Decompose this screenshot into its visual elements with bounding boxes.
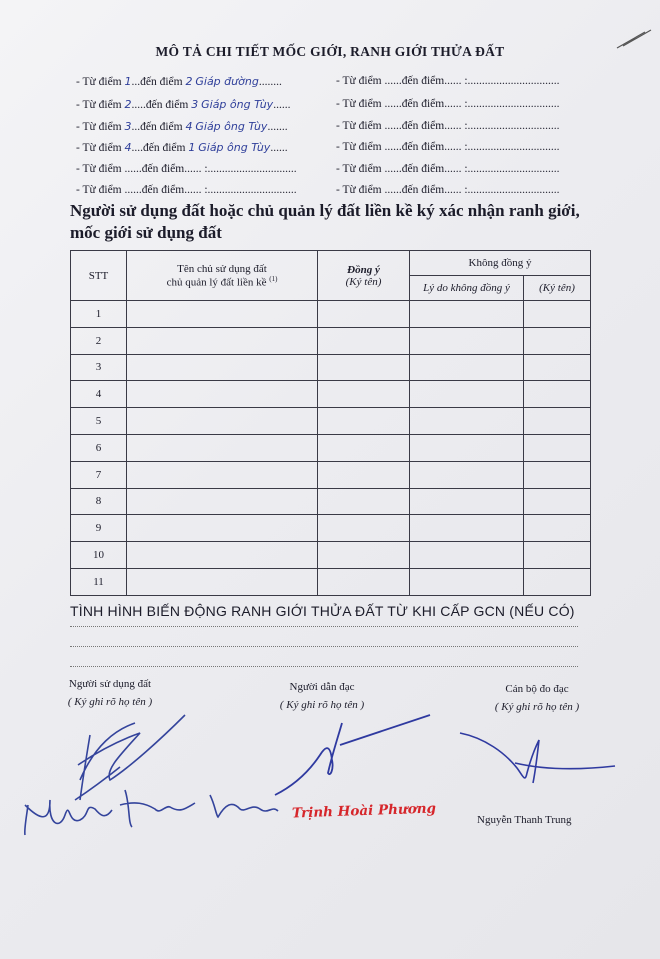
col-header-sign: (Ký tên) bbox=[524, 276, 591, 301]
row-number: 3 bbox=[71, 354, 127, 381]
col-header-owner-line1: Tên chủ sử dụng đất bbox=[177, 262, 267, 275]
table-row bbox=[71, 354, 591, 381]
agree-cell[interactable] bbox=[318, 515, 410, 542]
dotted-line bbox=[70, 626, 578, 627]
owner-cell[interactable] bbox=[127, 327, 318, 354]
sign-cell[interactable] bbox=[524, 408, 591, 435]
heading-line-2: mốc giới sử dụng đất bbox=[70, 223, 222, 242]
boundary-line-left: - Từ điểm ......đến điểm...... :............................... bbox=[76, 163, 297, 175]
table-row bbox=[71, 542, 591, 569]
land-user-signature bbox=[20, 705, 280, 855]
reason-cell[interactable] bbox=[410, 354, 524, 381]
table-row bbox=[71, 381, 591, 408]
reason-cell[interactable] bbox=[410, 301, 524, 328]
owner-cell[interactable] bbox=[127, 568, 318, 595]
col-header-agree-label: Đồng ý bbox=[347, 263, 380, 276]
row-number: 9 bbox=[71, 515, 127, 542]
boundary-line-left: - Từ điểm ......đến điểm...... :............................... bbox=[76, 184, 297, 196]
owner-cell[interactable] bbox=[127, 354, 318, 381]
sign-cell[interactable] bbox=[524, 542, 591, 569]
sign-cell[interactable] bbox=[524, 488, 591, 515]
agree-cell[interactable] bbox=[318, 461, 410, 488]
surveyor-name: Nguyễn Thanh Trung bbox=[477, 814, 572, 826]
surveyor-signature bbox=[455, 728, 625, 798]
sign-cell[interactable] bbox=[524, 461, 591, 488]
agree-cell[interactable] bbox=[318, 327, 410, 354]
col-header-agree-sub: (Ký tên) bbox=[345, 275, 382, 288]
heading-line-1: Người sử dụng đất hoặc chủ quản lý đất liền kề ký xác nhận ranh giới, bbox=[70, 201, 580, 220]
col-header-agree bbox=[318, 251, 410, 301]
boundary-line-left: - Từ điểm 2.....đến điểm 3 Giáp ông Tùy...... bbox=[76, 98, 291, 111]
reason-cell[interactable] bbox=[410, 408, 524, 435]
sign-cell[interactable] bbox=[524, 568, 591, 595]
col-header-stt: STT bbox=[71, 251, 127, 301]
owner-cell[interactable] bbox=[127, 488, 318, 515]
guide-name-stamp: Trịnh Hoài Phương bbox=[291, 800, 437, 822]
form-title: MÔ TẢ CHI TIẾT MỐC GIỚI, RANH GIỚI THỬA ĐẤT bbox=[155, 44, 505, 59]
agree-cell[interactable] bbox=[318, 542, 410, 569]
table-row bbox=[71, 408, 591, 435]
owner-cell[interactable] bbox=[127, 515, 318, 542]
guide-signature bbox=[270, 715, 440, 805]
reason-cell[interactable] bbox=[410, 488, 524, 515]
owner-cell[interactable] bbox=[127, 542, 318, 569]
sign-cell[interactable] bbox=[524, 515, 591, 542]
boundary-line-right: - Từ điểm ......đến điểm...... :................................ bbox=[336, 98, 560, 110]
reason-cell[interactable] bbox=[410, 461, 524, 488]
agree-cell[interactable] bbox=[318, 408, 410, 435]
row-number: 1 bbox=[71, 301, 127, 328]
row-number: 10 bbox=[71, 542, 127, 569]
reason-cell[interactable] bbox=[410, 542, 524, 569]
boundary-line-right: - Từ điểm ......đến điểm...... :................................ bbox=[336, 184, 560, 196]
boundary-line-right: - Từ điểm ......đến điểm...... :................................ bbox=[336, 141, 560, 153]
neighbor-confirmation-heading bbox=[70, 200, 630, 244]
pen-mark bbox=[615, 28, 655, 52]
col-header-reason: Lý do không đồng ý bbox=[410, 276, 524, 301]
neighbor-signature-table bbox=[70, 250, 591, 596]
boundary-line-right: - Từ điểm ......đến điểm...... :................................ bbox=[336, 120, 560, 132]
reason-cell[interactable] bbox=[410, 515, 524, 542]
row-number: 2 bbox=[71, 327, 127, 354]
dotted-line bbox=[70, 666, 578, 667]
land-user-signature-label: Người sử dụng đất ( Ký ghi rõ họ tên ) bbox=[67, 678, 153, 708]
table-row bbox=[71, 461, 591, 488]
sign-cell[interactable] bbox=[524, 327, 591, 354]
table-row bbox=[71, 515, 591, 542]
dotted-line bbox=[70, 646, 578, 647]
agree-cell[interactable] bbox=[318, 434, 410, 461]
agree-cell[interactable] bbox=[318, 568, 410, 595]
row-number: 4 bbox=[71, 381, 127, 408]
owner-cell[interactable] bbox=[127, 301, 318, 328]
col-header-owner-line2: chủ quản lý đất liền kề $^{(1)}$ bbox=[166, 274, 278, 289]
owner-cell[interactable] bbox=[127, 434, 318, 461]
table-row bbox=[71, 568, 591, 595]
agree-cell[interactable] bbox=[318, 381, 410, 408]
surveyor-signature-label: Cán bộ đo đạc ( Ký ghi rõ họ tên ) bbox=[494, 683, 580, 713]
table-row bbox=[71, 301, 591, 328]
boundary-line-left: - Từ điểm 1...đến điểm 2 Giáp đường........ bbox=[76, 75, 282, 88]
row-number: 5 bbox=[71, 408, 127, 435]
sign-cell[interactable] bbox=[524, 301, 591, 328]
reason-cell[interactable] bbox=[410, 568, 524, 595]
row-number: 6 bbox=[71, 434, 127, 461]
owner-cell[interactable] bbox=[127, 381, 318, 408]
row-number: 8 bbox=[71, 488, 127, 515]
sign-cell[interactable] bbox=[524, 354, 591, 381]
reason-cell[interactable] bbox=[410, 381, 524, 408]
col-header-disagree: Không đồng ý bbox=[410, 251, 591, 276]
sign-cell[interactable] bbox=[524, 381, 591, 408]
boundary-line-left: - Từ điểm 4....đến điểm 1 Giáp ông Tùy...... bbox=[76, 141, 288, 154]
agree-cell[interactable] bbox=[318, 488, 410, 515]
agree-cell[interactable] bbox=[318, 301, 410, 328]
guide-signature-label: Người dẫn đạc ( Ký ghi rõ họ tên ) bbox=[279, 681, 365, 711]
owner-cell[interactable] bbox=[127, 461, 318, 488]
agree-cell[interactable] bbox=[318, 354, 410, 381]
table-row bbox=[71, 434, 591, 461]
owner-cell[interactable] bbox=[127, 408, 318, 435]
table-row bbox=[71, 327, 591, 354]
reason-cell[interactable] bbox=[410, 327, 524, 354]
reason-cell[interactable] bbox=[410, 434, 524, 461]
col-header-owner bbox=[127, 251, 318, 301]
boundary-line-right: - Từ điểm ......đến điểm...... :................................ bbox=[336, 163, 560, 175]
boundary-change-heading: TÌNH HÌNH BIẾN ĐỘNG RANH GIỚI THỬA ĐẤT TỪ KHI CẤP GCN (NẾU CÓ) bbox=[70, 603, 575, 619]
boundary-line-right: - Từ điểm ......đến điểm...... :................................ bbox=[336, 75, 560, 87]
sign-cell[interactable] bbox=[524, 434, 591, 461]
table-body bbox=[71, 301, 591, 596]
row-number: 11 bbox=[71, 568, 127, 595]
table-row bbox=[71, 488, 591, 515]
row-number: 7 bbox=[71, 461, 127, 488]
boundary-line-left: - Từ điểm 3...đến điểm 4 Giáp ông Tùy....... bbox=[76, 120, 288, 133]
